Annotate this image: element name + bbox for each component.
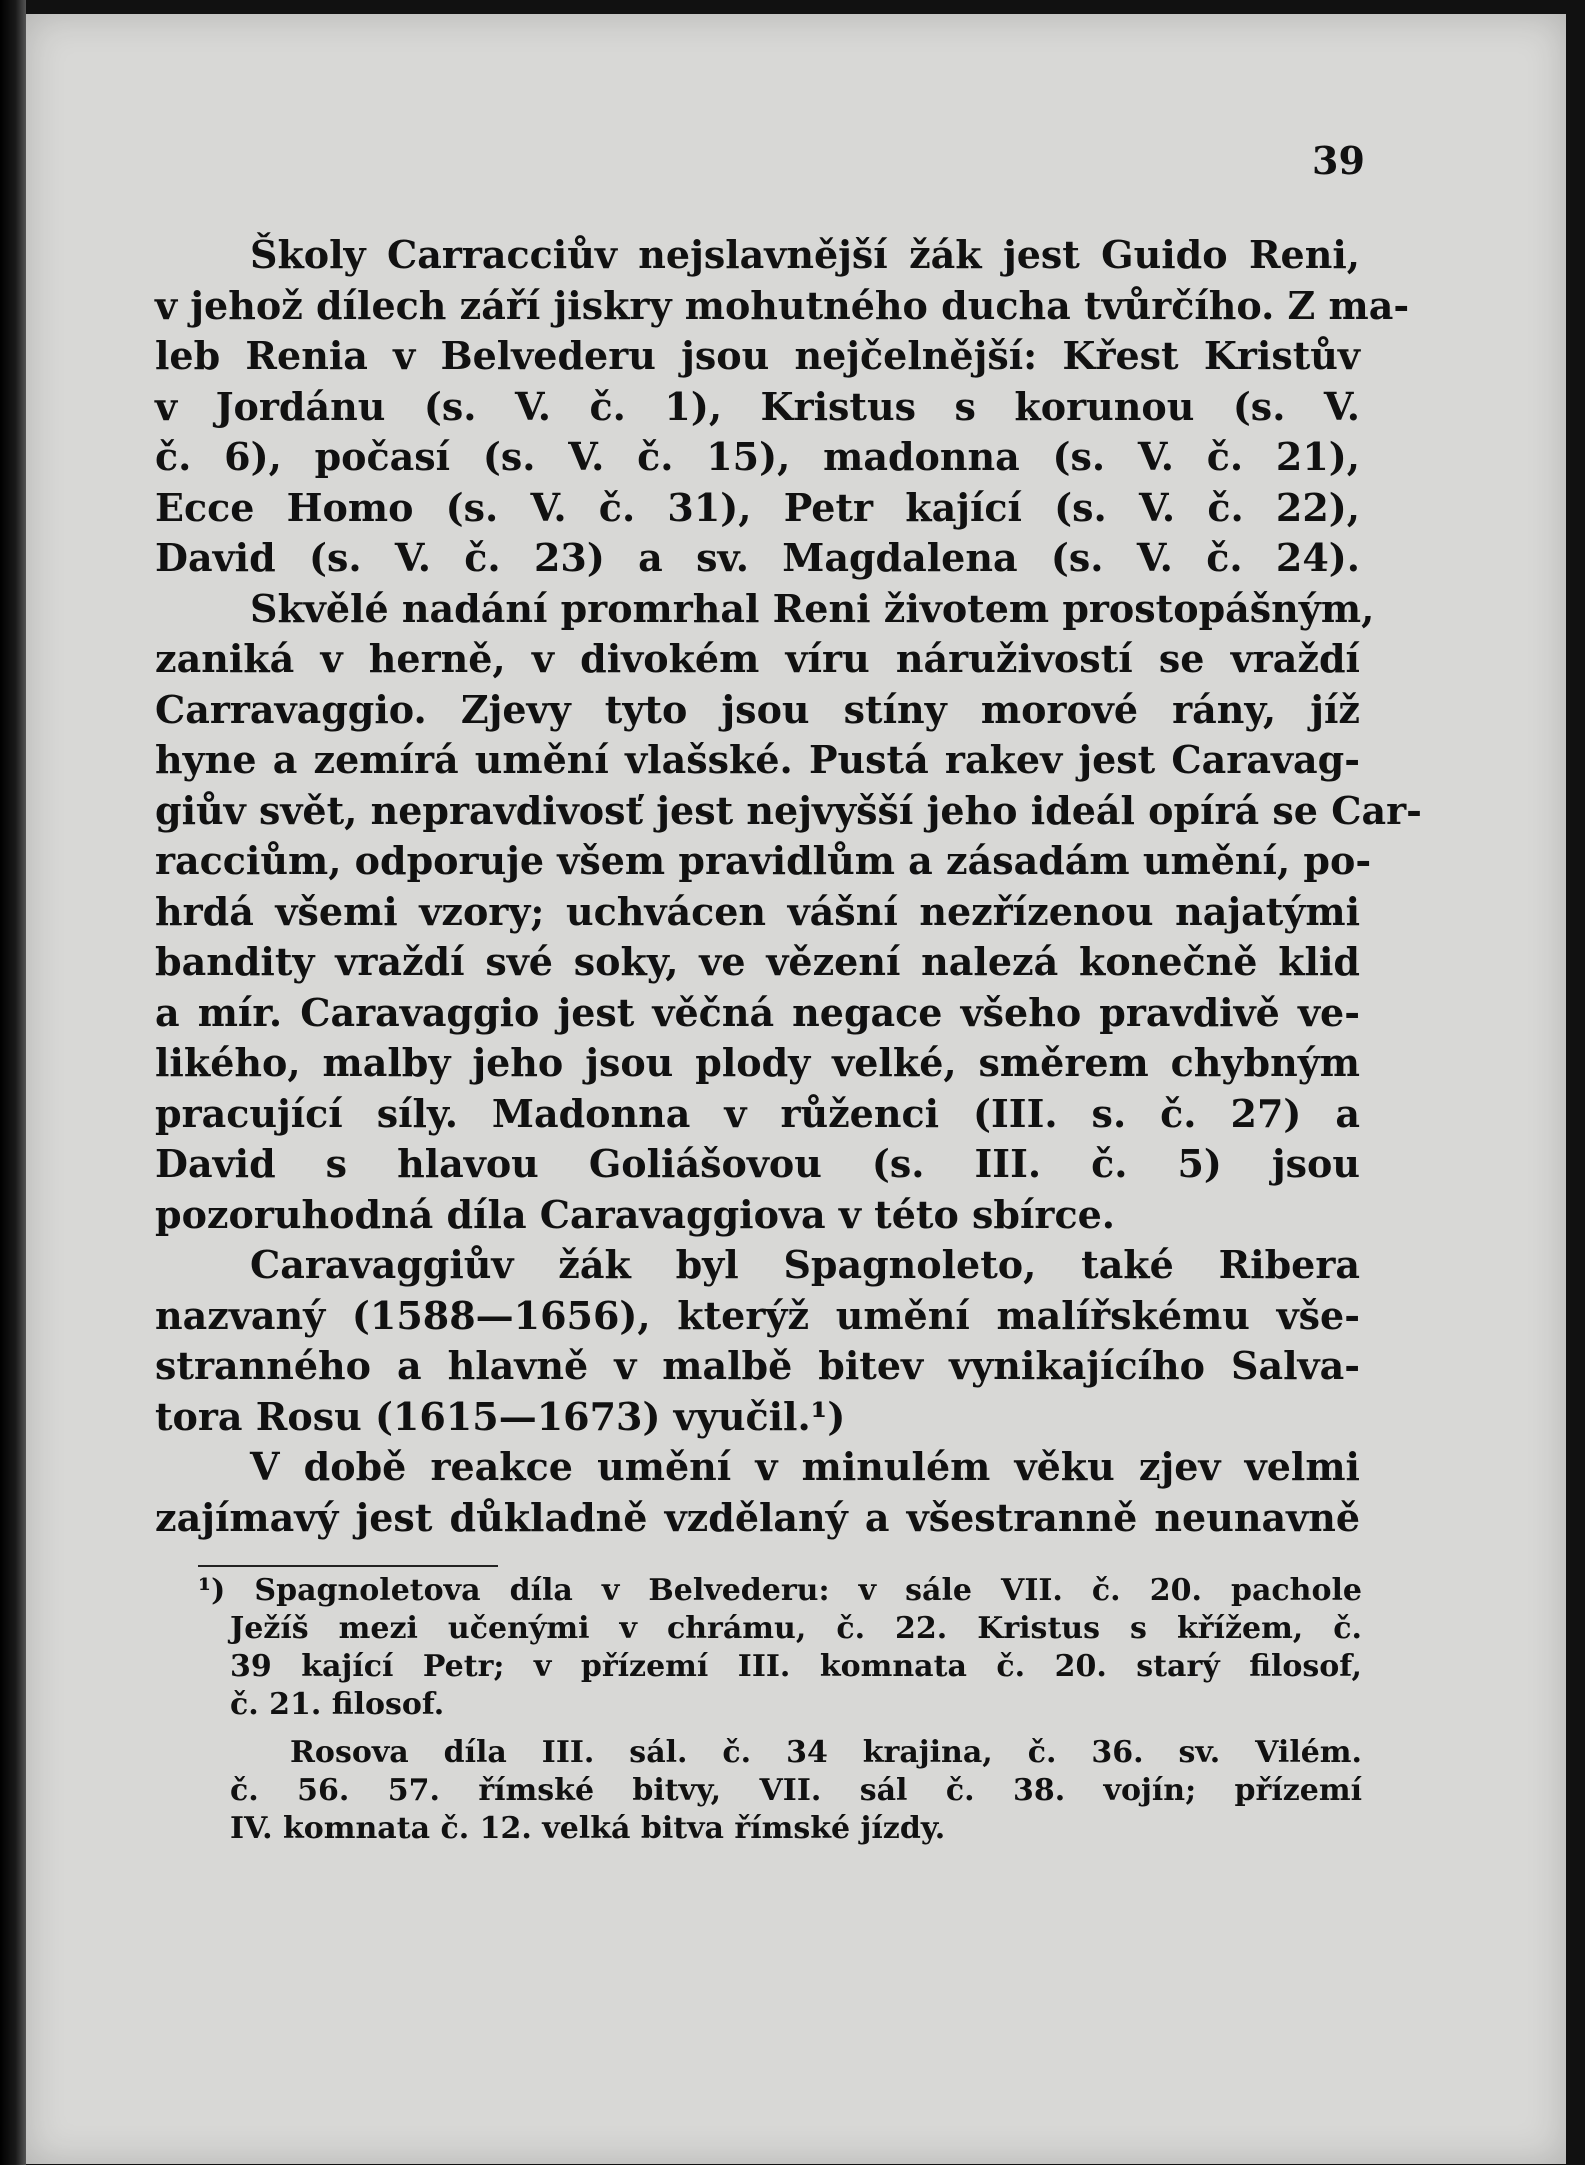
footnote-line: IV. komnata č. 12. velká bitva římské jízdy.: [230, 1811, 946, 1846]
text-line: tora Rosu (1615—1673) vyučil.¹): [155, 1393, 846, 1439]
footnote-divider: [198, 1565, 498, 1567]
text-line: stranného a hlavně v malbě bitev vynikajícího Salva-: [155, 1343, 1360, 1388]
text-line: giův svět, nepravdivosť jest nejvyšší jeho ideál opírá se Car-: [155, 787, 1422, 833]
text-line: hyne a zemírá umění vlašské. Pustá rakev jest Caravag-: [155, 737, 1360, 782]
footnote-line: č. 56. 57. římské bitvy, VII. sál č. 38. vojín; přízemí: [230, 1773, 1362, 1808]
text-line: David s hlavou Goliášovou (s. III. č. 5) jsou: [155, 1141, 1360, 1186]
text-line: Skvělé nadání promrhal Reni životem prostopášným,: [250, 585, 1375, 631]
footnotes: [198, 1572, 1362, 1848]
page-number: 39: [1312, 138, 1365, 183]
text-line: zajímavý jest důkladně vzdělaný a všestranně neunavně: [155, 1494, 1360, 1540]
text-line: a mír. Caravaggio jest věčná negace všeho pravdivě ve-: [155, 989, 1360, 1035]
text-line: pozoruhodná díla Caravaggiova v této sbírce.: [155, 1191, 1116, 1237]
text-line: bandity vraždí své soky, ve vězení nalezá konečně klid: [155, 939, 1360, 984]
book-spine-shadow: [0, 0, 26, 2165]
footnote-line: 39 kající Petr; v přízemí III. komnata č. 20. starý filosof,: [230, 1649, 1362, 1684]
text-line: leb Renia v Belvederu jsou nejčelnější: Křest Kristův: [155, 333, 1360, 378]
text-line: racciům, odporuje všem pravidlům a zásadám umění, po-: [155, 838, 1372, 883]
text-line: V době reakce umění v minulém věku zjev velmi: [250, 1444, 1360, 1489]
text-line: Caravaggiův žák byl Spagnoleto, také Ribera: [250, 1242, 1360, 1287]
text-line: Školy Carracciův nejslavnější žák jest Guido Reni,: [250, 232, 1360, 277]
text-line: v Jordánu (s. V. č. 1), Kristus s korunou (s. V.: [155, 383, 1360, 429]
text-line: likého, malby jeho jsou plody velké, směrem chybným: [155, 1040, 1360, 1085]
text-line: Ecce Homo (s. V. č. 31), Petr kající (s. V. č. 22),: [155, 484, 1360, 530]
text-line: David (s. V. č. 23) a sv. Magdalena (s. V. č. 24).: [155, 535, 1360, 580]
footnote-line: č. 21. filosof.: [230, 1687, 445, 1722]
text-line: pracující síly. Madonna v růženci (III. s. č. 27) a: [155, 1090, 1360, 1136]
footnote-line: ¹) Spagnoletova díla v Belvederu: v sále VII. č. 20. pachole: [198, 1573, 1362, 1608]
text-line: zaniká v herně, v divokém víru náruživostí se vraždí: [155, 636, 1360, 681]
footnote-line: Rosova díla III. sál. č. 34 krajina, č. 36. sv. Vilém.: [290, 1735, 1362, 1770]
text-line: nazvaný (1588—1656), kterýž umění malířskému vše-: [155, 1292, 1360, 1338]
text-line: v jehož dílech září jiskry mohutného ducha tvůrčího. Z ma-: [155, 282, 1410, 328]
text-line: hrdá všemi vzory; uchvácen vášní nezřízenou najatými: [155, 888, 1360, 934]
main-text: [155, 230, 1422, 1543]
footnote-line: Ježíš mezi učenými v chrámu, č. 22. Kristus s křížem, č.: [230, 1611, 1362, 1646]
text-line: Carravaggio. Zjevy tyto jsou stíny morové rány, jíž: [155, 686, 1360, 732]
text-line: č. 6), počasí (s. V. č. 15), madonna (s. V. č. 21),: [155, 434, 1360, 479]
